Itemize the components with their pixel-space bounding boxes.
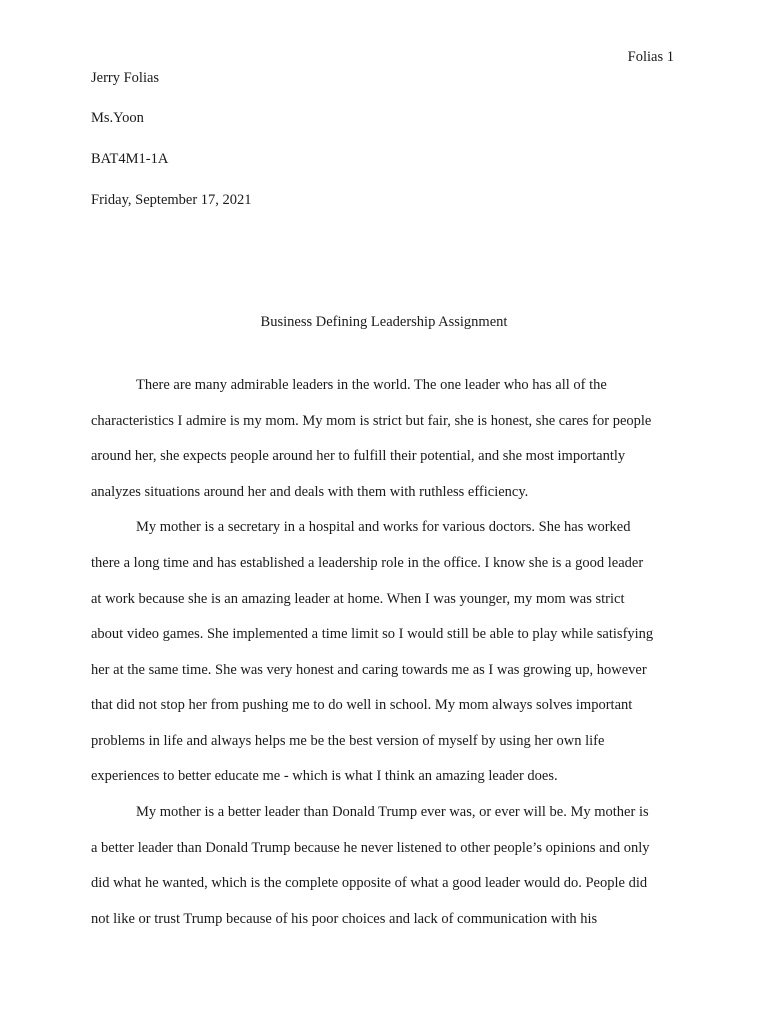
student-name: Jerry Folias bbox=[91, 70, 160, 86]
body-line: analyzes situations around her and deals with them with ruthless efficiency. bbox=[91, 484, 529, 500]
body-line: there a long time and has established a leadership role in the office. I know she is a good leader bbox=[91, 555, 644, 571]
body-line: characteristics I admire is my mom. My mom is strict but fair, she is honest, she cares for people bbox=[91, 413, 652, 429]
body-line: her at the same time. She was very honest and caring towards me as I was growing up, however bbox=[91, 662, 647, 678]
body-line: not like or trust Trump because of his poor choices and lack of communication with his bbox=[91, 911, 598, 927]
body-line: at work because she is an amazing leader at home. When I was younger, my mom was strict bbox=[91, 591, 625, 607]
body-line: that did not stop her from pushing me to do well in school. My mom always solves important bbox=[91, 697, 633, 713]
body-line: a better leader than Donald Trump because he never listened to other people’s opinions and only bbox=[91, 840, 650, 856]
teacher-name: Ms.Yoon bbox=[91, 110, 144, 126]
date-line: Friday, September 17, 2021 bbox=[91, 192, 252, 208]
body-line: about video games. She implemented a time limit so I would still be able to play while satisfying bbox=[91, 626, 654, 642]
document-title: Business Defining Leadership Assignment bbox=[260, 314, 508, 330]
body-line: My mother is a secretary in a hospital and works for various doctors. She has worked bbox=[136, 519, 631, 535]
body-line: My mother is a better leader than Donald Trump ever was, or ever will be. My mother is bbox=[136, 804, 649, 820]
course-code: BAT4M1-1A bbox=[91, 151, 169, 167]
running-head: Folias 1 bbox=[627, 49, 674, 65]
body-line: around her, she expects people around her to fulfill their potential, and she most importantly bbox=[91, 448, 626, 464]
body-line: did what he wanted, which is the complete opposite of what a good leader would do. People did bbox=[91, 875, 648, 891]
body-line: There are many admirable leaders in the world. The one leader who has all of the bbox=[136, 377, 607, 393]
body-line: problems in life and always helps me be the best version of myself by using her own life bbox=[91, 733, 605, 749]
body-line: experiences to better educate me - which is what I think an amazing leader does. bbox=[91, 768, 558, 784]
